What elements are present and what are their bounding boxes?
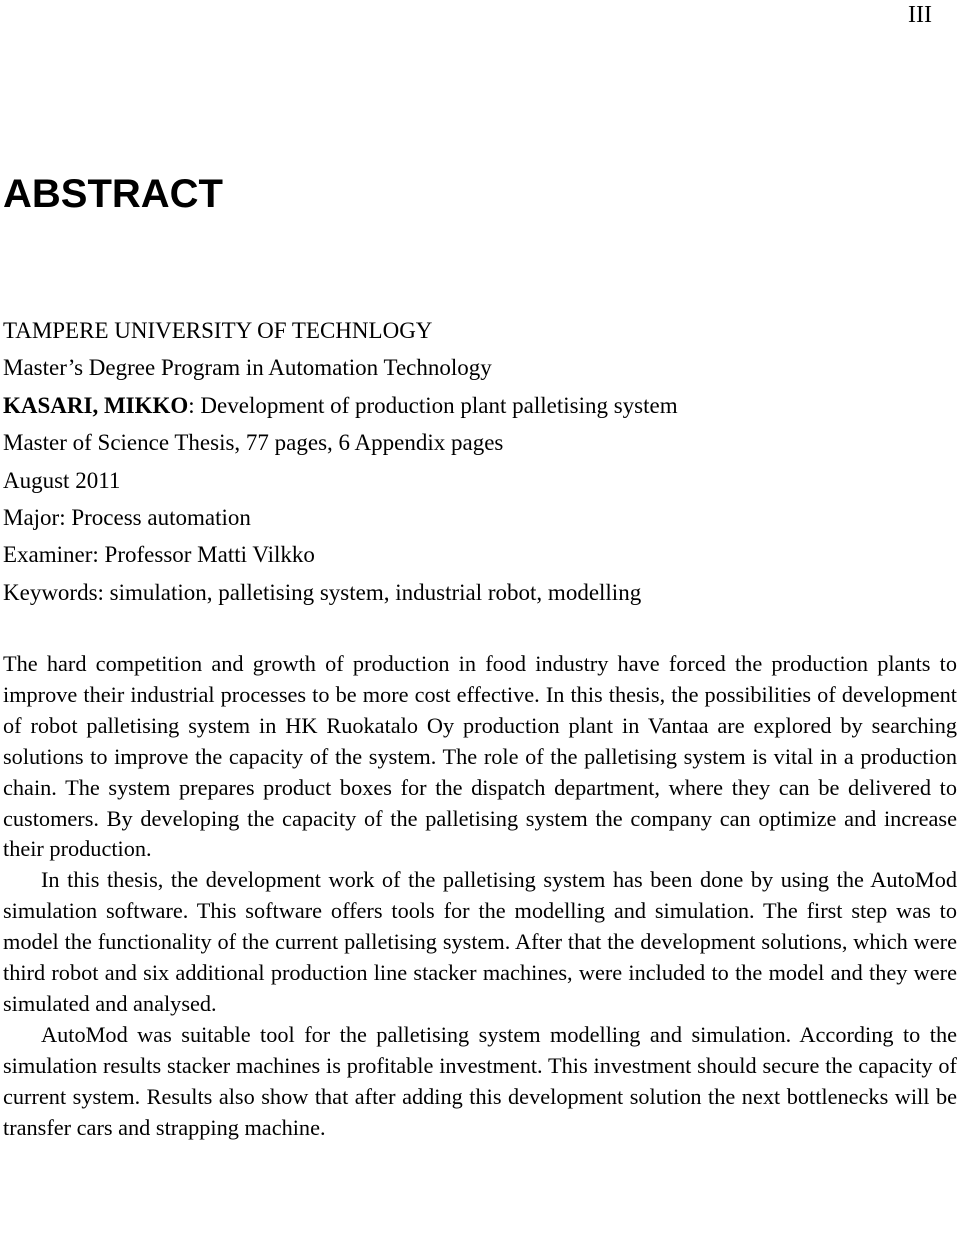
major-line: Major: Process automation [3,504,251,530]
examiner-line: Examiner: Professor Matti Vilkko [3,542,315,568]
author-name: KASARI, MIKKO [3,392,189,418]
date-line: August 2011 [3,467,121,493]
thesis-title: : Development of production plant palletising system [188,392,678,418]
abstract-heading: ABSTRACT [3,172,223,216]
program-line: Master’s Degree Program in Automation Technology [3,355,492,381]
keywords-line: Keywords: simulation, palletising system, industrial robot, modelling [3,579,642,605]
university-line: TAMPERE UNIVERSITY OF TECHNLOGY [3,318,433,343]
abstract-body [3,649,957,1144]
abstract-paragraph-2: In this thesis, the development work of the palletising system has been done by using the AutoMod simulation software. This software offers tools for the modelling and simulation. The first step was to model the functionality of the current palletising system. After that the development solutions, which were third robot and six additional production line stacker machines, were included to the model and they were simulated and analysed. [3,867,957,1016]
thesis-info-line: Master of Science Thesis, 77 pages, 6 Appendix pages [3,430,504,456]
page-number: III [908,2,932,28]
abstract-paragraph-1: The hard competition and growth of production in food industry have forced the production plants to improve their industrial processes to be more cost effective. In this thesis, the possibilities of development of robot palletising system in HK Ruokatalo Oy production plant in Vantaa are explored by searching solutions to improve the capacity of the system. The role of the palletising system is vital in a production chain. The system prepares product boxes for the dispatch department, where they can be delivered to customers. By developing the capacity of the palletising system the company can optimize and increase their production. [3,651,957,862]
abstract-paragraph-3: AutoMod was suitable tool for the palletising system modelling and simulation. According to the simulation results stacker machines is profitable investment. This investment should secure the capacity of current system. Results also show that after adding this development solution the next bottlenecks will be transfer cars and strapping machine. [3,1021,957,1140]
author-title-line [3,387,953,424]
thesis-metadata [3,312,953,611]
